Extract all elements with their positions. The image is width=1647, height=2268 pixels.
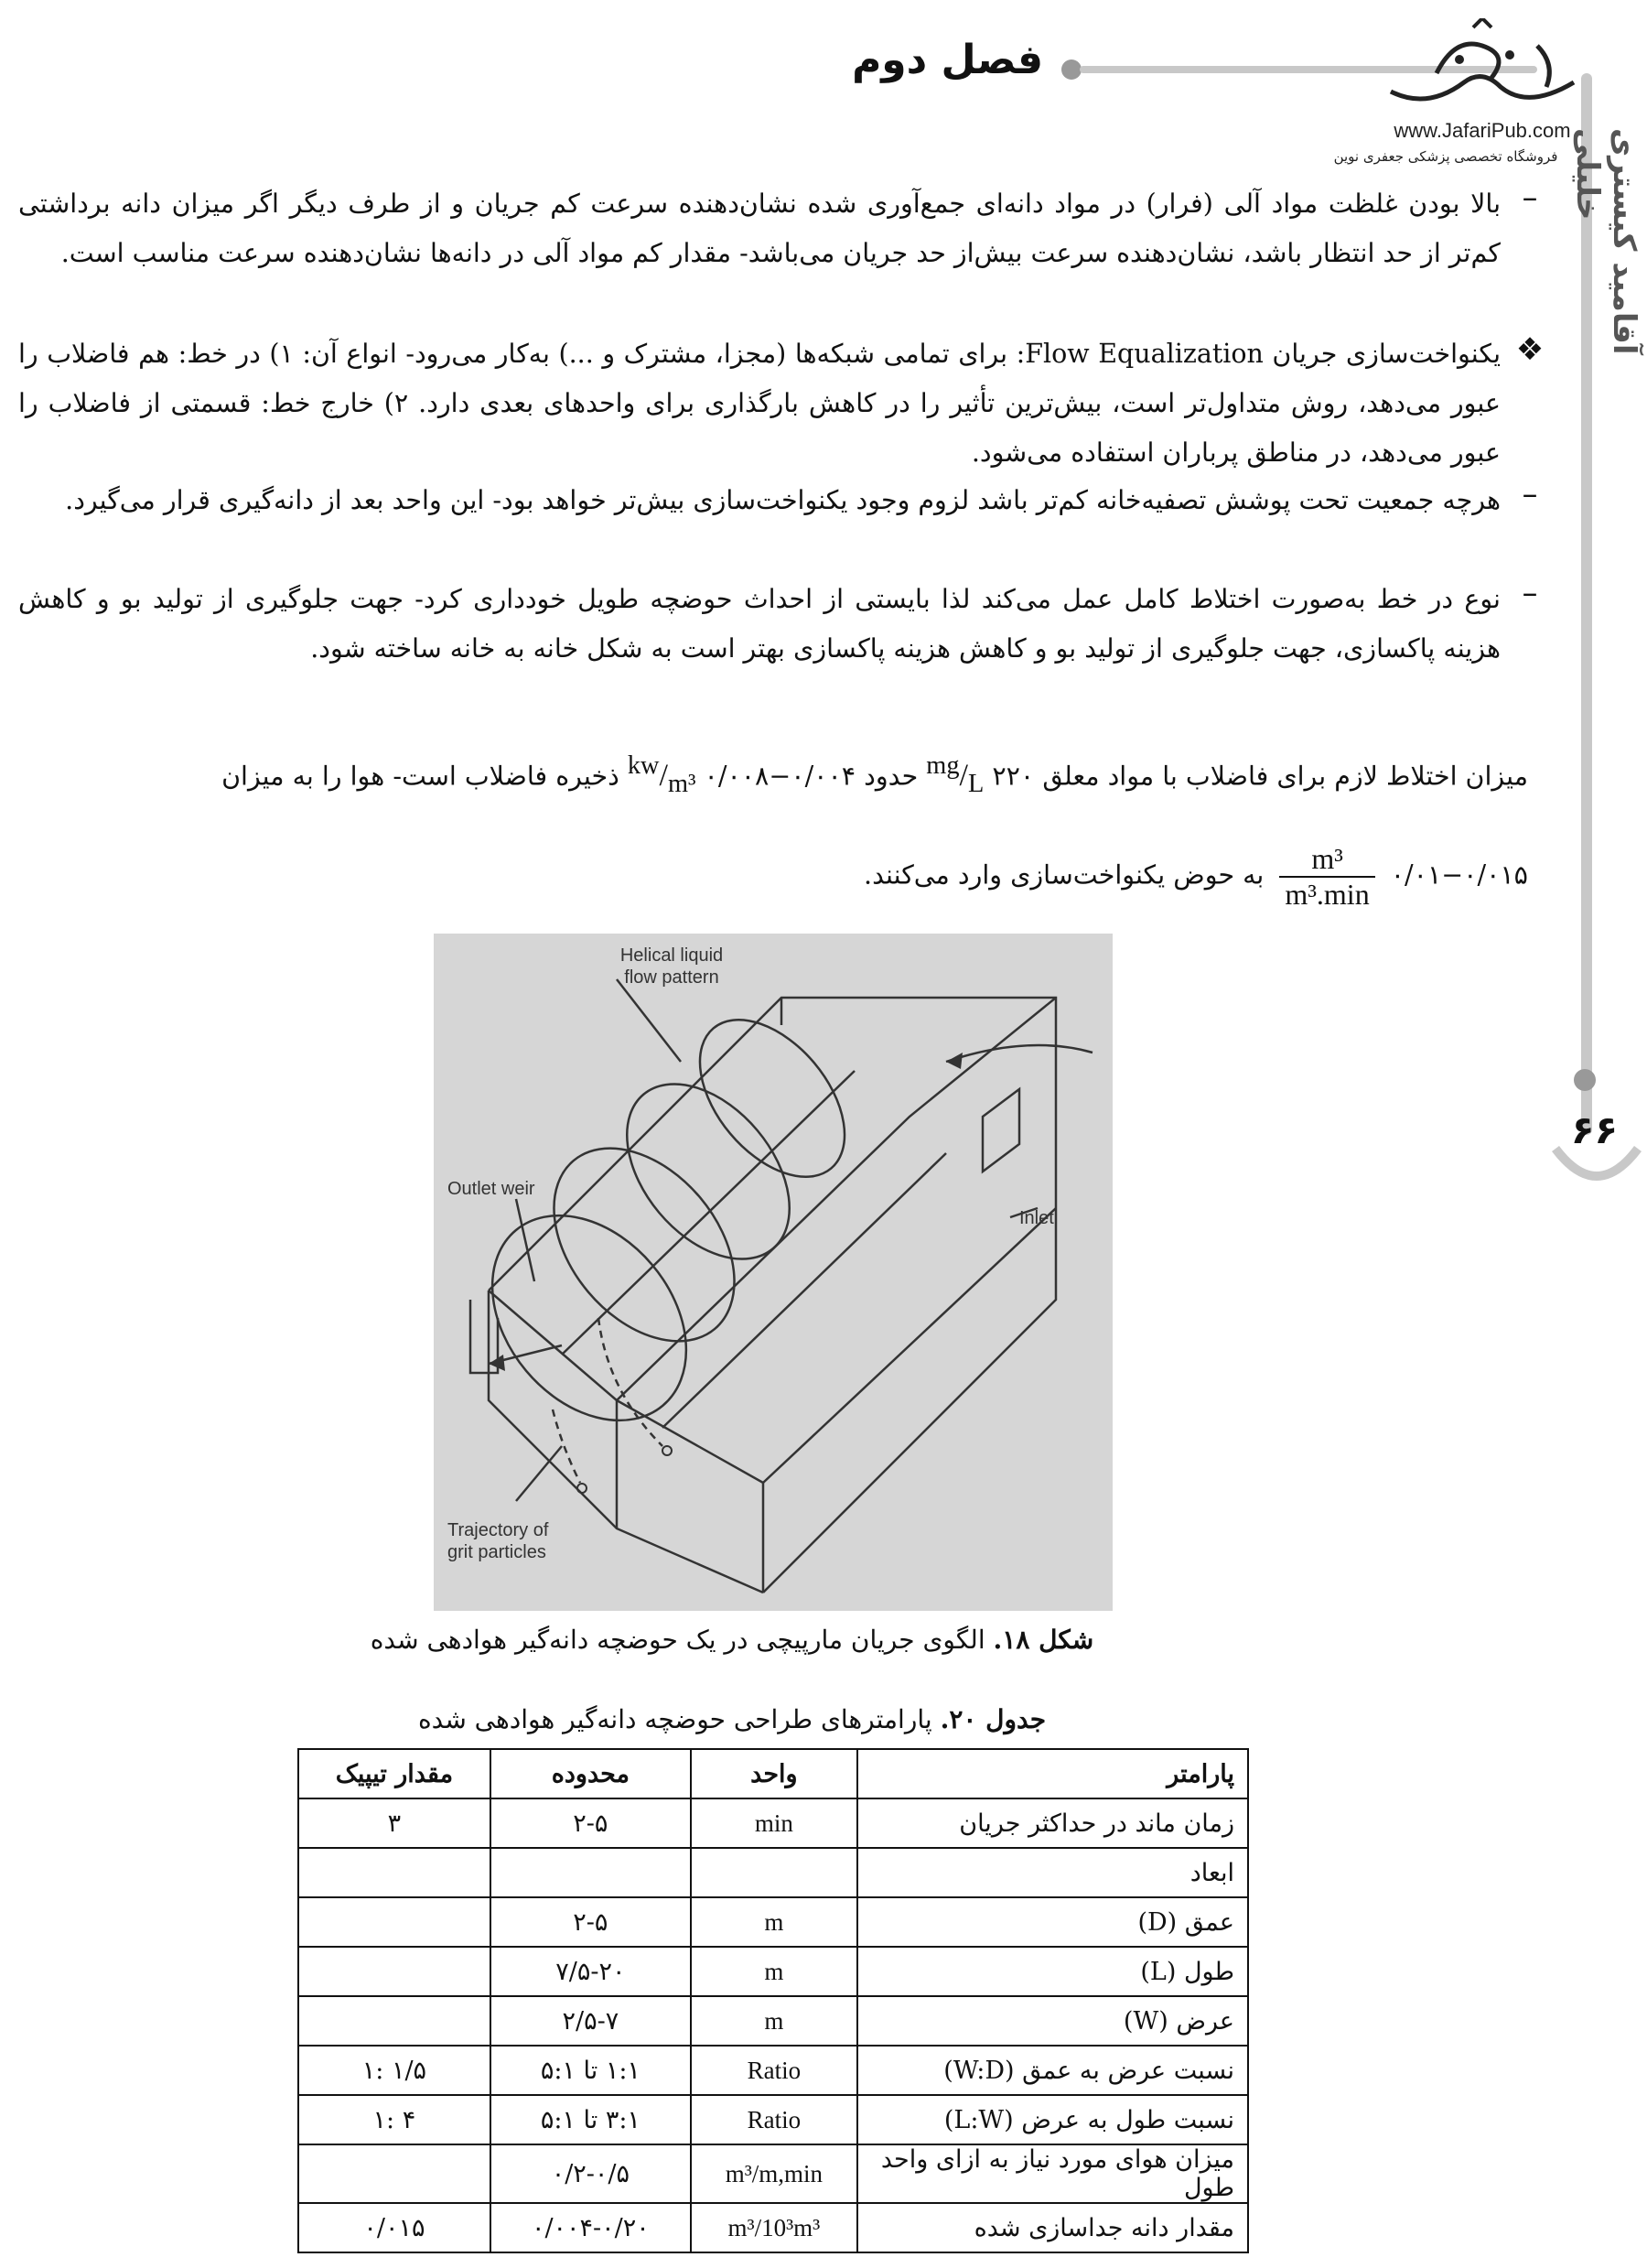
cell-range: ۳:۱ تا ۵:۱ bbox=[490, 2095, 691, 2144]
table-header-row bbox=[298, 1749, 1248, 1798]
table-row bbox=[298, 2144, 1248, 2203]
grit-chamber-figure bbox=[434, 934, 1113, 1611]
paragraph-inline-type: نوع در خط به‌صورت اختلاط کامل عمل می‌کند لذا بایستی از احداث حوضچه طویل خودداری کرد- جهت جلوگیری از تولید بو و کاهش هزینه پاکسازی، جهت جلوگیری از تولید بو و کاهش هزینه پاکسازی بهتر است به شکل خانه به خانه ساخته شود. bbox=[18, 584, 1501, 664]
paragraph-air-rate bbox=[18, 842, 1528, 912]
table-row bbox=[298, 1798, 1248, 1848]
cell-typical bbox=[298, 1848, 490, 1897]
air-rate-text: به حوض یکنواخت‌سازی وارد می‌کنند. bbox=[864, 859, 1265, 891]
cell-range: ۷/۵-۲۰ bbox=[490, 1947, 691, 1996]
cell-parameter: نسبت عرض به عمق (W:D) bbox=[857, 2046, 1248, 2095]
chapter-title: فصل دوم bbox=[852, 37, 1043, 83]
cell-range: ۰/۲-۰/۵ bbox=[490, 2144, 691, 2203]
cell-range: ۲/۵-۷ bbox=[490, 1996, 691, 2046]
mixing-text-a: میزان اختلاط لازم برای فاضلاب با مواد معلق bbox=[1042, 761, 1528, 792]
header-typical: مقدار تیپیک bbox=[298, 1749, 490, 1798]
mixing-kw-value: ۰/۰۰۴−۰/۰۰۸ bbox=[704, 761, 856, 792]
table-caption bbox=[274, 1704, 1190, 1734]
m3-unit: m³ bbox=[667, 770, 696, 799]
kw-unit: kw bbox=[627, 751, 660, 780]
air-rate-numerator: m³ bbox=[1279, 842, 1374, 878]
cell-range: ۲-۵ bbox=[490, 1897, 691, 1947]
air-rate-value: ۰/۰۱−۰/۰۱۵ bbox=[1390, 859, 1528, 891]
figure-caption bbox=[274, 1625, 1190, 1655]
cell-parameter: زمان ماند در حداکثر جریان bbox=[857, 1798, 1248, 1848]
l-unit: L bbox=[967, 770, 985, 799]
table-row bbox=[298, 1996, 1248, 2046]
table-row bbox=[298, 1947, 1248, 1996]
cell-unit: Ratio bbox=[691, 2095, 857, 2144]
table-row bbox=[298, 2095, 1248, 2144]
cell-range: ۰/۰۰۴-۰/۲۰ bbox=[490, 2203, 691, 2252]
cell-unit: m bbox=[691, 1996, 857, 2046]
bullet-dash: – bbox=[1522, 476, 1538, 513]
bullet-dash: – bbox=[1522, 575, 1538, 611]
cell-range bbox=[490, 1848, 691, 1897]
label-helical-flow: Helical liquid bbox=[619, 945, 724, 966]
paragraph-population: هرچه جمعیت تحت پوشش تصفیه‌خانه کم‌تر باشد لزوم وجود یکنواخت‌سازی بیش‌تر خواهد بود- این واحد بعد از دانه‌گیری قرار می‌گیرد. bbox=[65, 485, 1501, 515]
mixing-text-c: ذخیره فاضلاب است- هوا را به میزان bbox=[221, 761, 619, 792]
cell-unit: m³/10³m³ bbox=[691, 2203, 857, 2252]
cell-unit: m bbox=[691, 1897, 857, 1947]
cell-parameter: طول (L) bbox=[857, 1947, 1248, 1996]
page-number: ۶۶ bbox=[1570, 1107, 1619, 1152]
table-row bbox=[298, 2046, 1248, 2095]
publisher-url: www.JafariPub.com bbox=[1394, 119, 1571, 142]
mixing-mg-value: ۲۲۰ bbox=[992, 761, 1035, 792]
cell-unit: Ratio bbox=[691, 2046, 857, 2095]
cell-parameter: مقدار دانه جداسازی شده bbox=[857, 2203, 1248, 2252]
cell-typical bbox=[298, 2144, 490, 2203]
cell-unit bbox=[691, 1848, 857, 1897]
cell-parameter: عمق (D) bbox=[857, 1897, 1248, 1947]
header-parameter: پارامتر bbox=[857, 1749, 1248, 1798]
cell-range: ۲-۵ bbox=[490, 1798, 691, 1848]
cell-unit: m³/m,min bbox=[691, 2144, 857, 2203]
cell-range: ۱:۱ تا ۵:۱ bbox=[490, 2046, 691, 2095]
cell-parameter: نسبت طول به عرض (L:W) bbox=[857, 2095, 1248, 2144]
header-unit: واحد bbox=[691, 1749, 857, 1798]
cell-typical: ۱/۵ :۱ bbox=[298, 2046, 490, 2095]
table-caption-label: جدول ۲۰. bbox=[940, 1704, 1047, 1734]
cell-typical bbox=[298, 1897, 490, 1947]
paragraph-flow-equalization: یکنواخت‌سازی جریان Flow Equalization: برای تمامی شبکه‌ها (مجزا، مشترک و ...) به‌کار می‌رود- انواع آن: ۱) در خط: هم فاضلاب را عبور می‌دهد، روش متداول‌تر است، بیش‌ترین تأثیر را در کاهش بارگذاری برای واحدهای بعدی دارد. ۲) خارج خط: قسمتی از فاضلاب را عبور می‌دهد، در مناطق پرباران استفاده می‌شود. bbox=[18, 339, 1501, 468]
cell-unit: m bbox=[691, 1947, 857, 1996]
cell-unit: min bbox=[691, 1798, 857, 1848]
cell-typical: ۳ bbox=[298, 1798, 490, 1848]
side-rule bbox=[1581, 73, 1592, 1135]
header-dot bbox=[1061, 59, 1082, 80]
bullet-star: ❖ bbox=[1515, 331, 1545, 368]
figure-caption-label: شکل ۱۸. bbox=[993, 1625, 1094, 1655]
design-parameters-table bbox=[297, 1748, 1249, 2253]
side-dot bbox=[1574, 1069, 1596, 1091]
cell-parameter: ابعاد bbox=[857, 1848, 1248, 1897]
table-row bbox=[298, 1848, 1248, 1897]
paragraph-mixing: میزان اختلاط لازم برای فاضلاب با مواد معلق ۲۲۰ $^{mg}/_L$ حدود ۰/۰۰۴−۰/۰۰۸ $^{kw}/_{m^3}$ ذخیره فاضلاب است- هوا را به میزان bbox=[221, 751, 1528, 799]
mg-unit: mg bbox=[926, 751, 960, 780]
cell-parameter: عرض (W) bbox=[857, 1996, 1248, 2046]
cell-typical: ۰/۰۱۵ bbox=[298, 2203, 490, 2252]
side-author-name: آقامید کیستری خلیلی bbox=[1569, 128, 1642, 355]
cell-parameter: میزان هوای مورد نیاز به ازای واحد طول bbox=[857, 2144, 1248, 2203]
label-inlet: Inlet bbox=[1019, 1208, 1054, 1228]
publisher-logo-icon bbox=[1372, 18, 1592, 119]
label-outlet-weir: Outlet weir bbox=[447, 1179, 535, 1199]
label-helical-flow-2: flow pattern bbox=[624, 967, 719, 988]
mixing-text-b: حدود bbox=[864, 761, 919, 792]
header-range: محدوده bbox=[490, 1749, 691, 1798]
label-trajectory-2: grit particles bbox=[447, 1542, 546, 1562]
label-trajectory: Trajectory of bbox=[447, 1520, 549, 1540]
table-row bbox=[298, 2203, 1248, 2252]
cell-typical: ۴ :۱ bbox=[298, 2095, 490, 2144]
table-row bbox=[298, 1897, 1248, 1947]
table-caption-text: پارامترهای طراحی حوضچه دانه‌گیر هوادهی شده bbox=[417, 1704, 932, 1734]
grit-chamber-diagram-icon bbox=[434, 934, 1113, 1611]
air-rate-denominator: m³.min bbox=[1285, 878, 1370, 911]
figure-caption-text: الگوی جریان مارپیچی در یک حوضچه دانه‌گیر هوادهی شده bbox=[370, 1625, 985, 1655]
cell-typical bbox=[298, 1947, 490, 1996]
cell-typical bbox=[298, 1996, 490, 2046]
bullet-dash: – bbox=[1522, 179, 1538, 216]
publisher-subtitle: فروشگاه تخصصی پزشکی جعفری نوین bbox=[1333, 148, 1558, 165]
paragraph-organic-matter: بالا بودن غلظت مواد آلی (فرار) در مواد دانه‌ای جمع‌آوری شده نشان‌دهنده سرعت کم جریان و از طرف دیگر اگر میزان دانه برداشتی کم‌تر از حد انتظار باشد، نشان‌دهنده سرعت بیش‌از حد جریان می‌باشد- مقدار کم مواد آلی در دانه‌ها نشان‌دهنده سرعت مناسب است. bbox=[18, 189, 1502, 268]
